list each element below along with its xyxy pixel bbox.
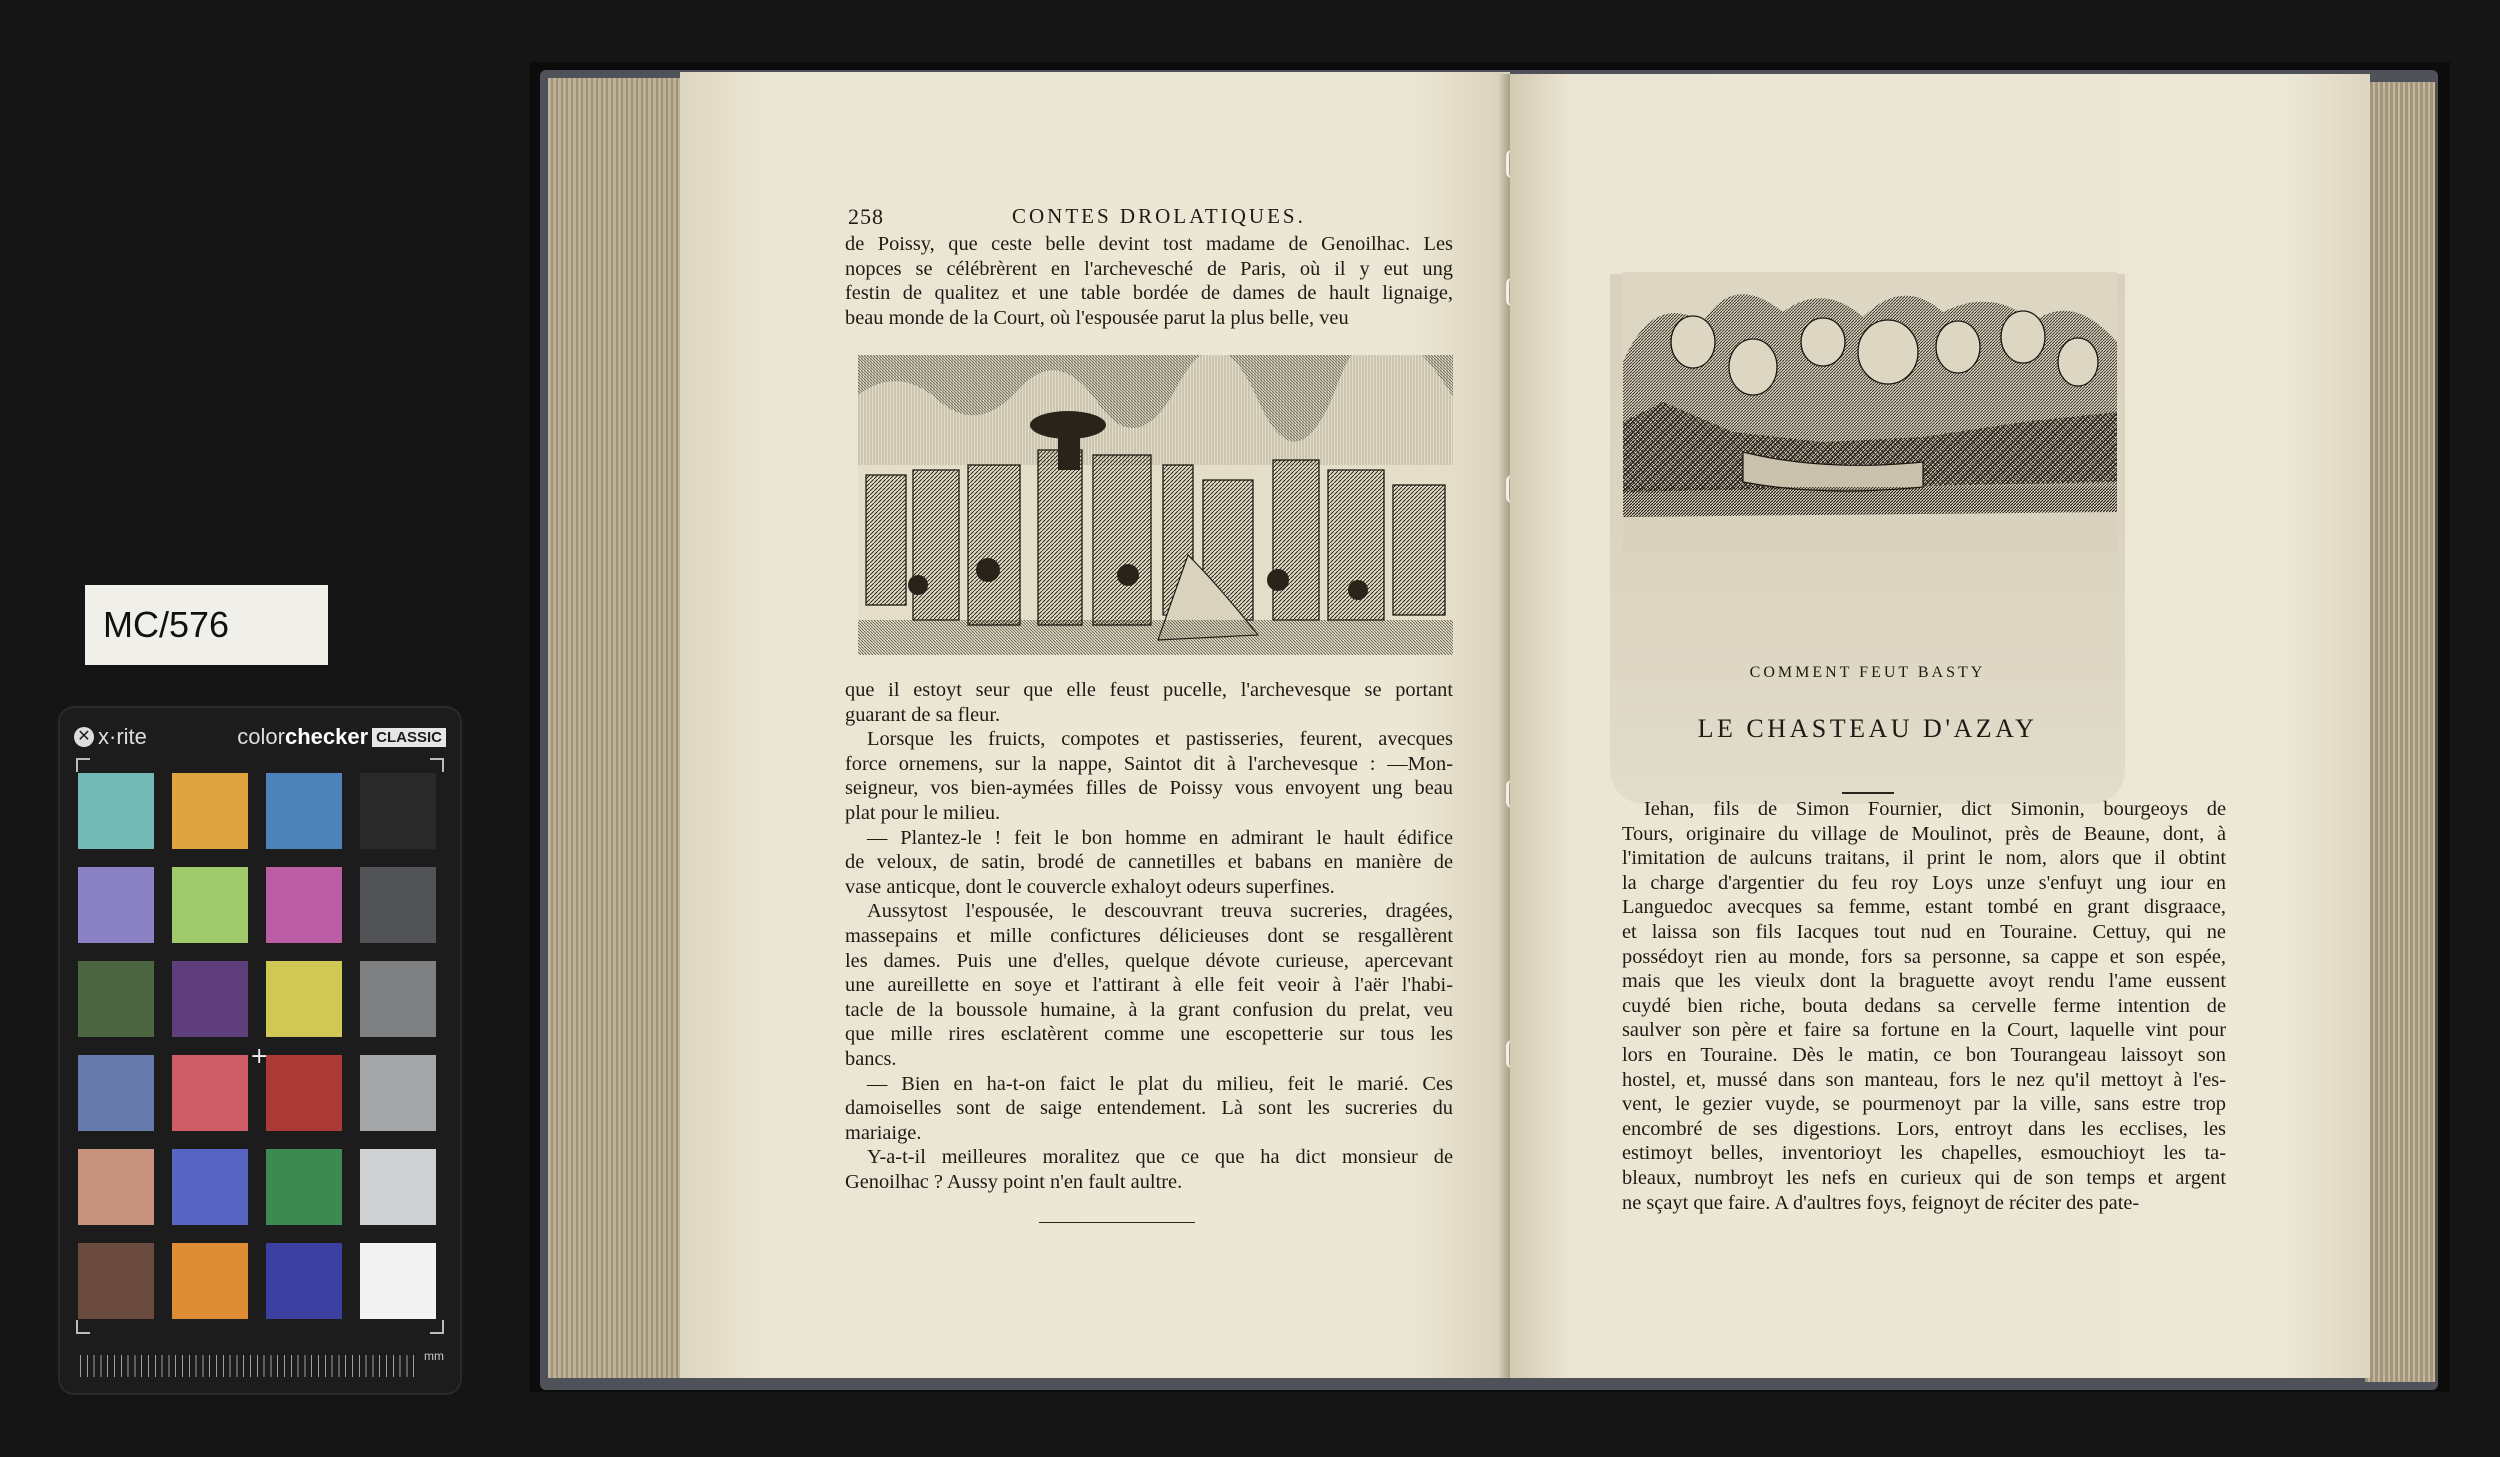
text-line: tacle de la boussole humaine, à la grant confusion du prelat, veu — [845, 998, 1453, 1021]
color-patch — [78, 1243, 154, 1319]
left-body-text — [845, 678, 1453, 1194]
corner-mark-icon — [430, 758, 444, 772]
text-line: que mille rires esclatèrent comme une escopetterie sur tous les — [845, 1023, 1453, 1046]
target-id-label: MC/576 — [85, 585, 328, 665]
color-patch — [360, 773, 436, 849]
color-patch — [78, 1055, 154, 1131]
text-line: bancs. — [845, 1047, 897, 1070]
text-line: damoiselles sont de saige entendement. Là sont les sucreries du — [845, 1097, 1453, 1120]
color-patch — [78, 867, 154, 943]
classic-badge: CLASSIC — [372, 728, 446, 747]
xrite-mark-icon: ✕ — [74, 727, 94, 747]
text-line: beau monde de la Court, où l'espousée parut la plus belle, veu — [845, 306, 1349, 329]
end-rule — [1039, 1222, 1195, 1223]
color-patch — [360, 867, 436, 943]
text-line: les dames. Puis une d'elles, quelque dévote curieuse, apercevant — [845, 949, 1453, 972]
color-patch — [172, 1243, 248, 1319]
color-patch — [266, 1055, 342, 1131]
text-line: que il estoyt seur que elle feust pucelle, l'archevesque se portant — [845, 679, 1453, 701]
text-line: mais que les vieulx dont la braguette avoyt rendu l'ame eussent — [1622, 970, 2226, 993]
right-page-block-edge — [2365, 82, 2435, 1382]
text-line: vent, le gezier vuyde, se pourmenoyt par la ville, sans estre trop — [1622, 1093, 2226, 1116]
color-patch — [360, 1055, 436, 1131]
text-line: guarant de sa fleur. — [845, 703, 1001, 726]
color-patch — [266, 961, 342, 1037]
paragraph — [845, 899, 1453, 1071]
color-patch — [78, 961, 154, 1037]
colorchecker-title — [237, 724, 446, 750]
wedding-feast-engraving — [858, 355, 1453, 655]
text-line: mariaige. — [845, 1121, 922, 1144]
paragraph — [845, 727, 1453, 825]
right-page — [1510, 74, 2370, 1378]
text-line: ne sçayt que faire. A d'aultres foys, feignoyt de réciter des pate- — [1622, 1191, 2140, 1214]
color-patch — [172, 961, 248, 1037]
paragraph — [845, 1072, 1453, 1146]
page-number: 258 — [848, 204, 884, 229]
corner-mark-icon — [76, 1320, 90, 1334]
text-line: Languedoc avecques sa femme, estant tombé en grant disgraace, — [1622, 896, 2226, 919]
color-patch — [172, 1149, 248, 1225]
text-line: cuydé bien riche, bouta dedans sa cervelle ferme intention de — [1622, 994, 2226, 1017]
text-line: plat pour le milieu. — [845, 801, 1001, 824]
left-page-block-edge — [548, 78, 688, 1378]
color-patch — [266, 1243, 342, 1319]
text-line: lors en Touraine. Dès le matin, ce bon Tourangeau laissoyt son — [1622, 1043, 2226, 1066]
colorchecker-title-bold: checker — [284, 724, 369, 749]
text-line: saulver son père et faire sa fortune en la Court, laquelle vint pour — [1622, 1019, 2226, 1042]
text-line: Y-a-t-il meilleures moralitez que ce que ha dict monsieur de — [867, 1146, 1453, 1169]
color-patch — [172, 773, 248, 849]
text-line: l'imitation de aulcuns traitans, il print le nom, alors que il obtint — [1622, 847, 2226, 870]
text-line: festin de qualitez et une table bordée de dames de hault lignaige, — [845, 282, 1453, 305]
text-line: Aussytost l'espousée, le descouvrant treuva sucreries, dragées, — [867, 900, 1453, 923]
text-line: force ornemens, sur la nappe, Saintot dit à l'archevesque : —Mon- — [845, 752, 1453, 775]
text-line: vase anticque, dont le couvercle exhaloyt odeurs superfines. — [845, 875, 1335, 898]
title-rule — [1842, 792, 1894, 794]
colorchecker-title-light: color — [237, 724, 285, 749]
color-patch — [172, 1055, 248, 1131]
color-patch — [360, 961, 436, 1037]
xrite-logo — [74, 724, 147, 750]
color-patch — [360, 1243, 436, 1319]
running-head: CONTES DROLATIQUES. — [1012, 204, 1306, 228]
text-line: encombré de ses digestions. Lors, entroyt dans les ecclises, les — [1622, 1117, 2226, 1140]
text-line: — Plantez-le ! feit le bon homme en admirant le hault édifice — [867, 826, 1453, 849]
text-line: Tours, originaire du village de Moulinot, près de Beaune, dont, à — [1622, 822, 2226, 845]
xrite-brand-text: x·rite — [98, 724, 147, 749]
text-line: estimoyt belles, inventorioyt les chapelles, esmouchioyt les ta- — [1622, 1142, 2226, 1165]
text-line: une aureillette en soye et l'attirant à elle feit veoir à l'aër l'habi- — [845, 974, 1453, 997]
crosshair-icon: + — [250, 1044, 269, 1069]
corner-mark-icon — [76, 758, 90, 772]
color-patch — [360, 1149, 436, 1225]
text-line: Iehan, fils de Simon Fournier, dict Simonin, bourgeoys de — [1644, 798, 2226, 820]
text-line: — Bien en ha-t-on faict le plat du milieu, feit le marié. Ces — [867, 1072, 1453, 1095]
text-line: seigneur, vos bien-aymées filles de Poissy vous envoyent ung beau — [845, 777, 1453, 800]
color-patch — [78, 1149, 154, 1225]
color-patch — [266, 867, 342, 943]
color-checker-card — [60, 708, 460, 1393]
mm-ruler — [80, 1355, 420, 1377]
text-line: Lorsque les fruicts, compotes et pastisseries, feurent, avecques — [867, 728, 1453, 751]
color-patch — [78, 773, 154, 849]
text-line: la charge d'argentier du feu roy Loys unze s'enfuyt ung iour en — [1622, 871, 2226, 894]
text-line: de veloux, de satin, brodé de cannetilles et babans en manière de — [845, 851, 1453, 874]
caption-small: COMMENT FEUT BASTY — [1749, 664, 1986, 681]
left-page — [680, 72, 1510, 1378]
ruler-unit-label: mm — [424, 1349, 444, 1363]
right-body-text — [1622, 797, 2226, 1215]
text-line: de Poissy, que ceste belle devint tost madame de Genoilhac. Les — [845, 233, 1453, 255]
text-line: possédoyt rien au monde, fors sa personne, sa cappe et son espée, — [1622, 945, 2226, 968]
text-line: massepains et mille confictures délicieuses dont se resgallèrent — [845, 924, 1453, 947]
crowd-engraving — [1623, 272, 2117, 552]
corner-mark-icon — [430, 1320, 444, 1334]
color-patch — [172, 867, 248, 943]
text-line: bleaux, numbroyt les nefs en curieux qui de son temps et argent — [1622, 1166, 2226, 1189]
text-line: nopces se célébrèrent en l'archevesché de Paris, où il y eut ung — [845, 257, 1453, 280]
paragraph — [845, 1145, 1453, 1194]
color-patch — [266, 1149, 342, 1225]
left-top-text — [845, 232, 1453, 330]
paragraph — [845, 678, 1453, 727]
text-line: et laissa son fils Iacques tout nud en Touraine. Cettuy, qui ne — [1622, 920, 2226, 943]
paragraph — [845, 826, 1453, 900]
text-line: Genoilhac ? Aussy point n'en fault aultre. — [845, 1170, 1183, 1193]
text-line: hostel, et, mussé dans son manteau, fors le nez qu'il mettoyt à l'es- — [1622, 1068, 2226, 1091]
color-patch — [266, 773, 342, 849]
chapter-title: LE CHASTEAU D'AZAY — [1697, 714, 2038, 743]
